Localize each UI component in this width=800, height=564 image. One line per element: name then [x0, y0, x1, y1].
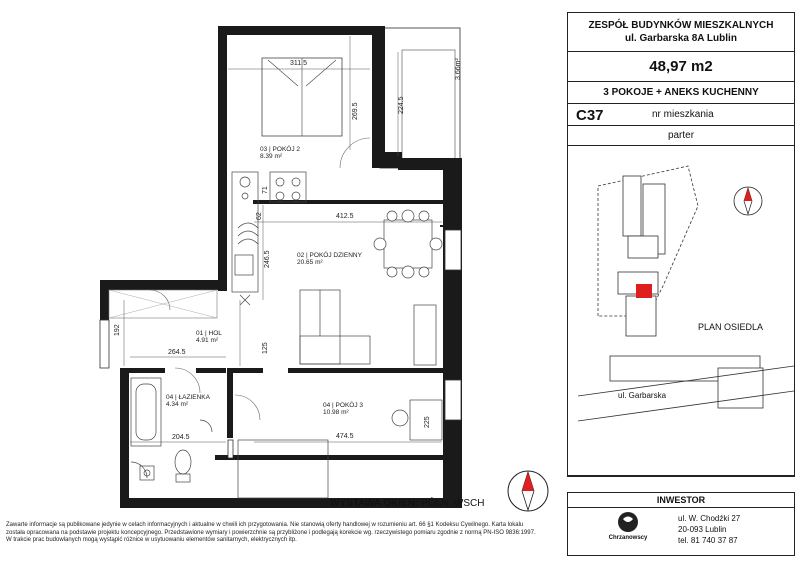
- dim-label: 246.5: [264, 250, 271, 268]
- apartment-code-row: [568, 104, 794, 126]
- investor-brand: Chrzanowscy: [608, 535, 648, 541]
- disclaimer: Zawarte informacje są publikowane jedynie w celach informacyjnych i aktualne w chwili ich przygotowania. Nie stanowią oferty handlowej w rozumieniu art. 66 §1 Kodeksu Cywilnego. Karta lokalu została opracowana na podstawie projektu koncepcyjnego. Przedstawione wymiary i powierzchnie są przybliżone i podlegają korekcie wg. rzeczywistego pomiaru zgodnie z normą PN-ISO 9836:1997. W trakcie prac budowlanych mogą wystąpić różnice w usytuowaniu elementów sanitarnych, elektrycznych itp.: [6, 522, 536, 543]
- investor-address: ul. W. Chodźki 27 20-093 Lublin tel. 81 740 37 87: [678, 514, 741, 545]
- dim-label: 71: [262, 186, 269, 194]
- dim-label: 3.66m²: [455, 58, 462, 80]
- dim-label: 192: [114, 324, 121, 336]
- balcony-outline: [380, 28, 460, 168]
- project-title: ZESPÓŁ BUDYNKÓW MIESZKALNYCH ul. Garbarska 8A Lublin: [568, 13, 794, 52]
- dim-label: 412.5: [336, 213, 354, 220]
- street-label: ul. Garbarska: [618, 391, 667, 400]
- bed-room3: [238, 440, 328, 498]
- kitchen: [232, 172, 306, 305]
- room-02: 02 | POKÓJ DZIENNY 20.65 m²: [297, 252, 362, 266]
- building-highlight: [636, 284, 652, 298]
- floor-label: parter: [568, 126, 794, 146]
- window-exposure: WYSTAWA OKIEN: PÓŁN, WSCH: [330, 498, 485, 509]
- apartment-rooms: 3 POKOJE + ANEKS KUCHENNY: [568, 82, 794, 104]
- compass-icon: [505, 468, 551, 514]
- sofa: [300, 290, 370, 364]
- site-plan: [568, 146, 794, 476]
- info-panel: [567, 12, 795, 477]
- dim-label: 204.5: [172, 434, 190, 441]
- investor-heading: INWESTOR: [568, 493, 794, 508]
- room-03: 03 | POKÓJ 2 8.39 m²: [260, 146, 301, 160]
- dim-label: 269.5: [352, 102, 359, 120]
- dim-label: 62: [256, 212, 263, 220]
- dim-label: 125: [262, 342, 269, 354]
- room-04: 04 | POKÓJ 3 10.98 m²: [323, 402, 364, 416]
- dim-label: 311.5: [290, 60, 307, 67]
- site-compass-icon: [734, 187, 762, 215]
- dim-label: 474.5: [336, 433, 354, 440]
- investor-box: [567, 492, 795, 556]
- site-plan-map: [568, 146, 794, 476]
- site-plan-label: PLAN OSIEDLA: [698, 322, 764, 332]
- tv-unit: [414, 305, 436, 365]
- logo-icon: [616, 511, 640, 533]
- apartment-code-label: nr mieszkania: [652, 109, 714, 120]
- room-01: 01 | HOL 4.91 m²: [196, 330, 222, 344]
- dim-label: 225: [424, 416, 431, 428]
- dim-label: 264.5: [168, 349, 186, 356]
- dining-table: [374, 210, 442, 278]
- investor-logo: [598, 511, 658, 553]
- room-bathroom: 04 | ŁAZIENKA 4.34 m²: [166, 394, 210, 408]
- apartment-code: C37: [576, 107, 604, 124]
- dim-label: 224.5: [398, 96, 405, 114]
- apartment-area: 48,97 m2: [568, 52, 794, 82]
